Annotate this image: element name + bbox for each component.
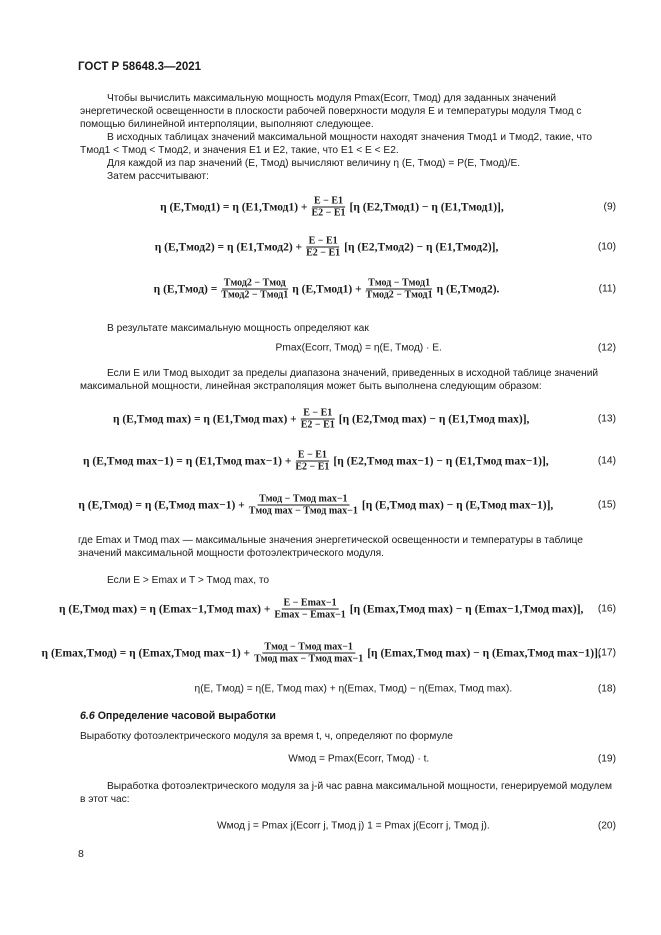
where-text: максимальные значения энергетической освещенности и температуры в таблице значений максимальной мощности фотоэлектрического модуля. (78, 535, 583, 560)
equation-16 (58, 594, 616, 624)
paragraph-condition: Если E > Emax и T > Tмод max, то (107, 575, 270, 586)
eq-left: η (E,Tмод) = (153, 283, 218, 295)
equation-number: (17) (597, 647, 616, 659)
eq-fraction: $\frac{E - E1}{E2 - E1}$ (306, 235, 341, 259)
eq-right: [η (Emax,Tмод max) − η (Emax,Tмод max−1)], (367, 647, 601, 659)
equation-19 (80, 746, 616, 772)
eq-right: [η (E,Tмод max) − η (E,Tмод max−1)], (361, 499, 554, 511)
equation-number: (16) (597, 603, 616, 615)
equation-9 (80, 192, 616, 222)
eq-text: η(E, Tмод) = η(E, Tмод max) + η(Emax, Tмод) − η(Emax, Tмод max). (194, 683, 513, 695)
eq-fraction: $\frac{\text{Tмод2 − Tмод}}{\text{Tмод2 − Tмод1}}$ (221, 277, 289, 301)
equation-number: (12) (597, 342, 616, 354)
equation-11 (80, 274, 616, 304)
eq-fraction: $\frac{E - E1}{E2 - E1}$ (311, 195, 346, 219)
eq-fraction: $\frac{\text{Tмод − Tмод max−1}}{\text{Tмод max − Tмод max−1}}$ (254, 641, 364, 665)
eq-text: Wмод j = Pmax j(Ecorr j, Tмод j) 1 = Pmax j(Ecorr j, Tмод j). (217, 820, 490, 832)
equation-number: (14) (597, 455, 616, 467)
section-title: Определение часовой выработки (97, 710, 276, 722)
eq-fraction: $\frac{E - Emax-1}{Emax - Emax-1}$ (274, 597, 346, 621)
paragraph-result: В результате максимальную мощность определяют как (107, 323, 369, 334)
section-number: 6.6 (80, 710, 95, 722)
page-number: 8 (78, 848, 84, 860)
eq-mid: η (E,Tмод1) + (292, 283, 362, 295)
equation-12 (80, 335, 616, 361)
eq-left: η (E,Tмод1) = η (E1,Tмод1) + (160, 201, 308, 213)
eq-right: η (E,Tмод2). (436, 283, 500, 295)
equation-number: (20) (597, 820, 616, 832)
paragraph-intro: Чтобы вычислить максимальную мощность модуля Pmax(Ecorr, Tмод) для заданных значений энергетической освещенности в плоскости рабочей поверхности модуля E и температуры модуля Tмод с помощью билинейной интерполяции, выполняют следующее. (80, 93, 582, 131)
paragraph-extrapolation: Если E или Tмод выходит за пределы диапазона значений, приведенных в исходной таблице значений максимальной мощности, линейная экстраполяция может быть выполнена следующим образом: (80, 368, 599, 393)
equation-number: (18) (597, 683, 616, 695)
where-clause (78, 534, 614, 560)
equation-number: (10) (597, 241, 616, 253)
paragraph-then-calc: Затем рассчитывают: (107, 171, 209, 182)
equation-10 (80, 232, 616, 262)
eq-right: [η (E2,Tмод max−1) − η (E1,Tмод max−1)], (333, 455, 549, 467)
equation-18 (80, 676, 616, 702)
eq-left: η (E,Tмод max−1) = η (E1,Tмод max−1) + (82, 455, 292, 467)
equation-15 (80, 490, 616, 520)
eq-fraction: $\frac{E - E1}{E2 - E1}$ (300, 407, 335, 431)
equation-13 (80, 404, 616, 434)
eq-left: η (Emax,Tмод) = η (Emax,Tмод max−1) + (41, 647, 251, 659)
eq-left: η (E,Tмод max) = η (E1,Tмод max) + (112, 413, 297, 425)
where-lead: где Emax и Tмод max — (78, 535, 193, 546)
eq-left: η (E,Tмод) = η (E,Tмод max−1) + (78, 499, 245, 511)
paragraph-find-values: В исходных таблицах значений максимальной мощности находят значения Tмод1 и Tмод2, такие, что Tмод1 < Tмод < Tмод2, и значения E1 и E2, такие, что E1 < E < E2. (80, 132, 593, 157)
eq-text: Pmax(Ecorr, Tмод) = η(E, Tмод) · E. (275, 342, 442, 354)
equation-20 (80, 813, 616, 839)
equation-14 (80, 446, 616, 476)
eq-fraction-2: $\frac{\text{Tмод − Tмод1}}{\text{Tмод2 − Tмод1}}$ (365, 277, 433, 301)
eq-fraction: $\frac{E - E1}{E2 - E1}$ (295, 449, 330, 473)
equation-number: (15) (597, 499, 616, 511)
eq-left: η (E,Tмод max) = η (Emax−1,Tмод max) + (58, 603, 271, 615)
equation-number: (19) (597, 753, 616, 765)
eq-right: [η (E2,Tмод max) − η (E1,Tмод max)], (338, 413, 530, 425)
equation-number: (11) (598, 283, 616, 295)
section-heading (80, 710, 276, 722)
eq-right: [η (Emax,Tмод max) − η (Emax−1,Tмод max)], (349, 603, 584, 615)
equation-number: (13) (597, 413, 616, 425)
eq-right: [η (E2,Tмод2) − η (E1,Tмод2)], (344, 241, 499, 253)
paragraph-hourly-output: Выработка фотоэлектрического модуля за j-й час равна максимальной мощности, генерируемой модулем в этот час: (80, 781, 613, 806)
eq-left: η (E,Tмод2) = η (E1,Tмод2) + (154, 241, 303, 253)
equation-17 (41, 638, 616, 668)
eq-fraction: $\frac{\text{Tмод − Tмод max−1}}{\text{Tмод max − Tмод max−1}}$ (248, 493, 358, 517)
paragraph-eta-definition: Для каждой из пар значений (E, Tмод) вычисляют величину η (E, Tмод) = P(E, Tмод)/E. (107, 158, 521, 169)
paragraph-output-formula: Выработку фотоэлектрического модуля за время t, ч, определяют по формуле (80, 731, 453, 742)
eq-text: Wмод = Pmax(Ecorr, Tмод) · t. (288, 753, 430, 765)
equation-number: (9) (603, 201, 616, 213)
document-header: ГОСТ Р 58648.3—2021 (78, 61, 202, 73)
eq-right: [η (E2,Tмод1) − η (E1,Tмод1)], (349, 201, 504, 213)
